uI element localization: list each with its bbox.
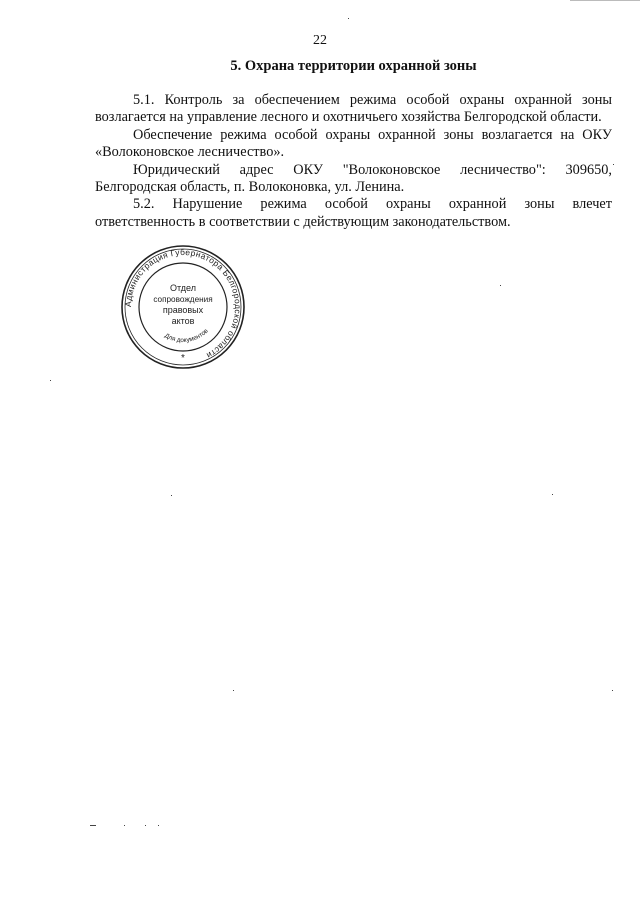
- paragraph-responsibility: Обеспечение режима особой охраны охранной зоны возлагается на ОКУ «Волоконовское лесничество».: [95, 126, 612, 161]
- body-text: [95, 92, 612, 231]
- scan-speck: [233, 690, 234, 691]
- stamp-line-4: актов: [171, 316, 195, 326]
- stamp-seal: [120, 244, 246, 370]
- page-number: 22: [313, 33, 327, 48]
- stamp-line-3: правовых: [162, 305, 204, 315]
- official-stamp: [120, 244, 246, 370]
- stamp-inner-text: Для документов: [163, 327, 210, 345]
- scan-speck: [90, 825, 96, 826]
- stamp-outer-text: Администрация Губернатора Белгородской области: [122, 246, 244, 361]
- scan-speck: [500, 285, 501, 286]
- paragraph-legal-address: Юридический адрес ОКУ "Волоконовское лесничество": 309650, Белгородская область, п. Волоконовка, ул. Ленина.: [95, 161, 612, 196]
- scan-speck: [145, 825, 146, 826]
- scan-edge-line: [570, 0, 640, 1]
- scan-speck: [124, 825, 125, 826]
- scan-speck: [348, 18, 349, 19]
- section-title: 5. Охрана территории охранной зоны: [230, 58, 477, 74]
- scan-speck: [171, 495, 172, 496]
- stamp-star: *: [181, 353, 185, 364]
- scan-speck: [50, 380, 51, 381]
- scan-speck: [552, 494, 553, 495]
- scan-speck: [612, 690, 613, 691]
- stamp-line-2: сопровождения: [153, 295, 213, 304]
- stamp-line-1: Отдел: [169, 283, 197, 293]
- paragraph-5-1: 5.1. Контроль за обеспечением режима особой охраны охранной зоны возлагается на управление лесного и охотничьего хозяйства Белгородской области.: [95, 92, 612, 126]
- svg-text:Для документов: [163, 327, 210, 344]
- paragraph-5-2: 5.2. Нарушение режима особой охраны охранной зоны влечет ответственность в соответствии с действующим законодательством.: [95, 196, 612, 230]
- scan-speck: [613, 164, 614, 165]
- scan-speck: [158, 825, 159, 826]
